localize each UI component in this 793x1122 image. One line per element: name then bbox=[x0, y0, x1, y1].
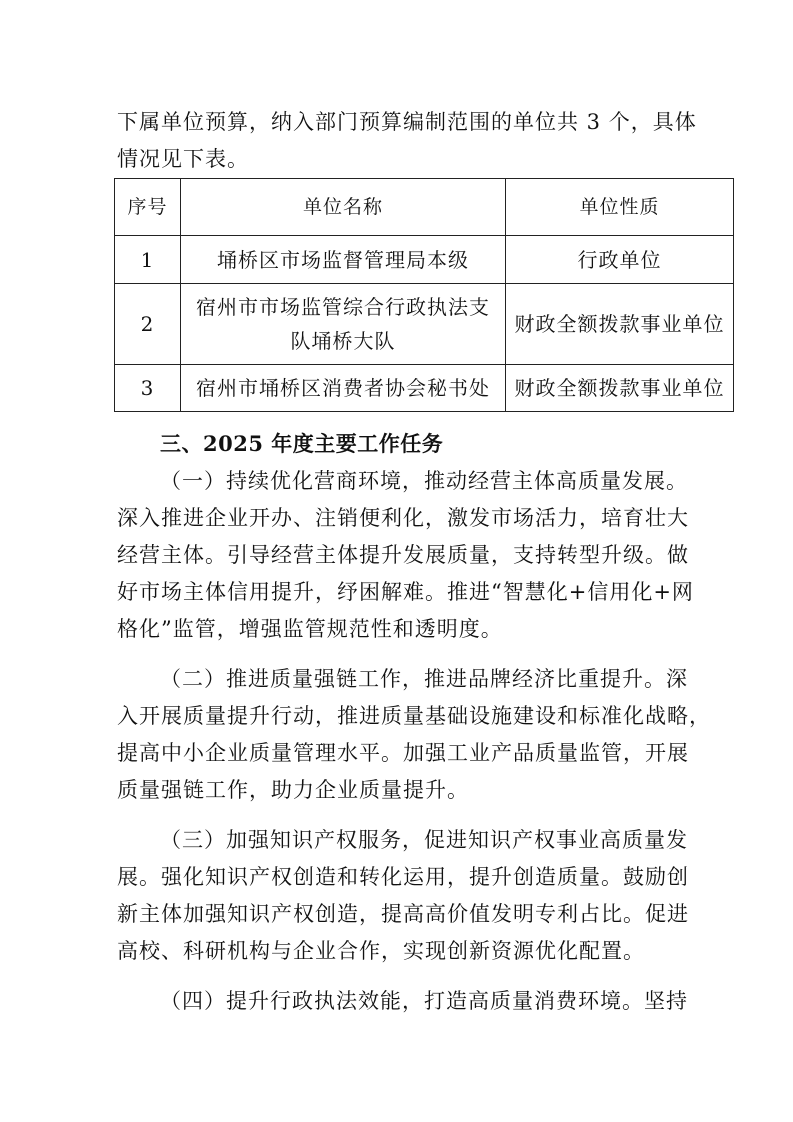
cell-unit-name bbox=[181, 284, 506, 365]
table-row bbox=[115, 284, 734, 365]
header-no: 序号 bbox=[115, 179, 181, 236]
cell-unit-nature: 行政单位 bbox=[506, 236, 734, 284]
header-unit-nature: 单位性质 bbox=[506, 179, 734, 236]
paragraph-3-line-2: 展。强化知识产权创造和转化运用，提升创造质量。鼓励创 bbox=[117, 865, 689, 889]
cell-unit-name-line-1: 宿州市市场监管综合行政执法支 bbox=[196, 295, 490, 319]
paragraph-3-line-4: 高校、科研机构与企业合作，实现创新资源优化配置。 bbox=[117, 939, 645, 963]
paragraph-1-line-5: 格化”监管，增强监管规范性和透明度。 bbox=[117, 617, 503, 641]
paragraph-2-line-3: 提高中小企业质量管理水平。加强工业产品质量监管，开展 bbox=[117, 741, 689, 765]
paragraph-1-line-4: 好市场主体信用提升，纾困解难。推进“智慧化+信用化+网 bbox=[117, 580, 694, 604]
paragraph-1-line-3: 经营主体。引导经营主体提升发展质量，支持转型升级。做 bbox=[117, 543, 689, 567]
cell-no: 3 bbox=[115, 365, 181, 412]
header-unit-name: 单位名称 bbox=[181, 179, 506, 236]
table-row bbox=[115, 236, 734, 284]
cell-unit-name-line-2: 队埇桥大队 bbox=[290, 329, 396, 353]
paragraph-3-line-1: （三）加强知识产权服务，促进知识产权事业高质量发 bbox=[160, 828, 688, 852]
cell-unit-nature: 财政全额拨款事业单位 bbox=[506, 284, 734, 365]
table-header-row bbox=[115, 179, 734, 236]
paragraph-2-line-1: （二）推进质量强链工作，推进品牌经济比重提升。深 bbox=[160, 667, 688, 691]
intro-line-2: 情况见下表。 bbox=[117, 147, 249, 171]
paragraph-1-line-1: （一）持续优化营商环境，推动经营主体高质量发展。 bbox=[160, 469, 688, 493]
table-row bbox=[115, 365, 734, 412]
cell-unit-name: 埇桥区市场监督管理局本级 bbox=[181, 236, 506, 284]
cell-unit-name: 宿州市埇桥区消费者协会秘书处 bbox=[181, 365, 506, 412]
cell-unit-nature: 财政全额拨款事业单位 bbox=[506, 365, 734, 412]
paragraph-1-line-2: 深入推进企业开办、注销便利化，激发市场活力，培育壮大 bbox=[117, 506, 689, 530]
paragraph-2-line-4: 质量强链工作，助力企业质量提升。 bbox=[117, 778, 469, 802]
intro-line-1: 下属单位预算，纳入部门预算编制范围的单位共 3 个，具体 bbox=[117, 110, 697, 134]
section-3-heading: 三、2025 年度主要工作任务 bbox=[160, 431, 444, 456]
cell-no: 2 bbox=[115, 284, 181, 365]
paragraph-4-line-1: （四）提升行政执法效能，打造高质量消费环境。坚持 bbox=[160, 989, 688, 1013]
units-table bbox=[114, 178, 734, 412]
paragraph-3-line-3: 新主体加强知识产权创造，提高高价值发明专利占比。促进 bbox=[117, 902, 689, 926]
paragraph-2-line-2: 入开展质量提升行动，推进质量基础设施建设和标准化战略， bbox=[117, 704, 711, 728]
cell-no: 1 bbox=[115, 236, 181, 284]
